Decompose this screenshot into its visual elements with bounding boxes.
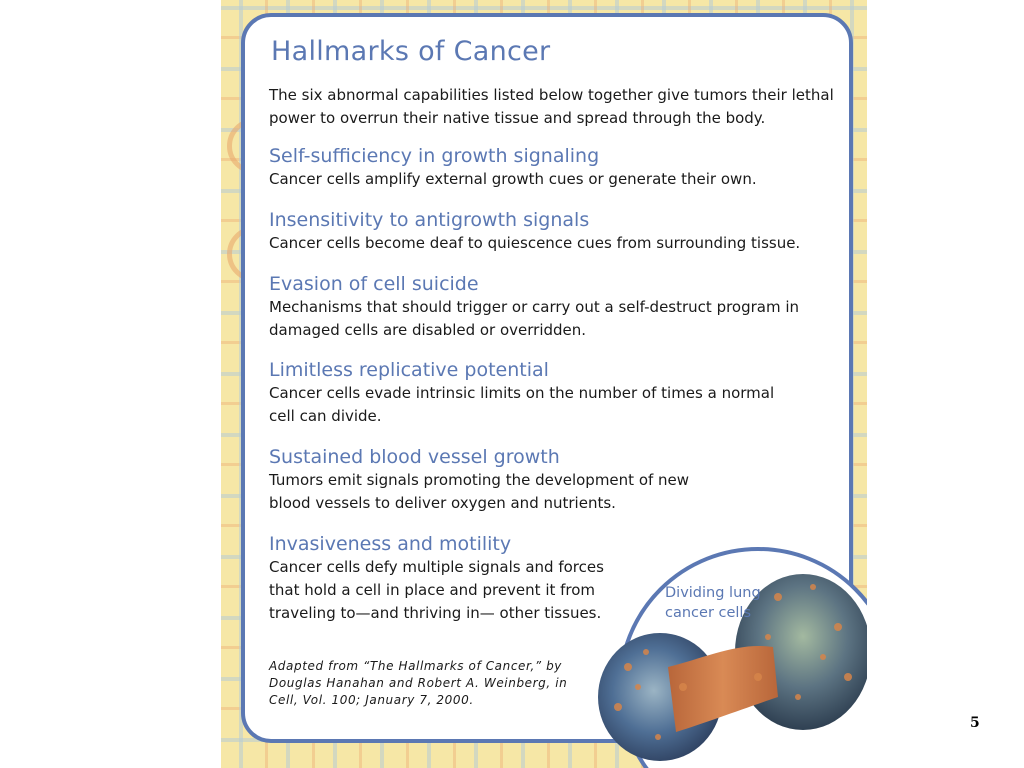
hallmark-description: Cancer cells evade intrinsic limits on the number of times a normal cell can divide.	[269, 384, 775, 425]
hallmark-section	[269, 144, 829, 191]
hallmark-section	[269, 445, 709, 515]
hallmark-heading: Evasion of cell suicide	[269, 273, 479, 295]
hallmark-section	[269, 208, 829, 255]
photo-caption: Dividing lung cancer cells	[665, 585, 761, 621]
intro-text: The six abnormal capabilities listed below together give tumors their lethal power to overrun their native tissue and spread through the body.	[269, 86, 834, 127]
hallmark-heading: Sustained blood vessel growth	[269, 446, 560, 468]
hallmark-heading: Insensitivity to antigrowth signals	[269, 209, 590, 231]
hallmark-section	[269, 358, 794, 428]
cancer-cells-photo	[598, 547, 867, 768]
hallmark-heading: Invasiveness and motility	[269, 533, 512, 555]
hallmark-description: Tumors emit signals promoting the development of new blood vessels to deliver oxygen and nutrients.	[269, 471, 690, 512]
hallmark-description: Cancer cells amplify external growth cues or generate their own.	[269, 170, 757, 188]
page-number: 5	[970, 715, 980, 731]
hallmark-heading: Self-sufficiency in growth signaling	[269, 145, 600, 167]
image-highlight	[748, 733, 818, 768]
citation: Adapted from “The Hallmarks of Cancer,” by Douglas Hanahan and Robert A. Weinberg, in Cell, Vol. 100; January 7, 2000.	[269, 659, 568, 707]
hallmark-description: Cancer cells defy multiple signals and forces that hold a cell in place and prevent it from traveling to—and thriving in— other tissues.	[269, 558, 604, 622]
hallmark-heading: Limitless replicative potential	[269, 359, 549, 381]
hallmark-description: Mechanisms that should trigger or carry out a self-destruct program in damaged cells are disabled or overridden.	[269, 298, 800, 339]
hallmark-section	[269, 532, 604, 625]
slide-title: Hallmarks of Cancer	[271, 36, 551, 67]
hallmark-description: Cancer cells become deaf to quiescence cues from surrounding tissue.	[269, 234, 801, 252]
hallmark-section	[269, 272, 809, 342]
dividing-cells-image	[598, 547, 867, 768]
